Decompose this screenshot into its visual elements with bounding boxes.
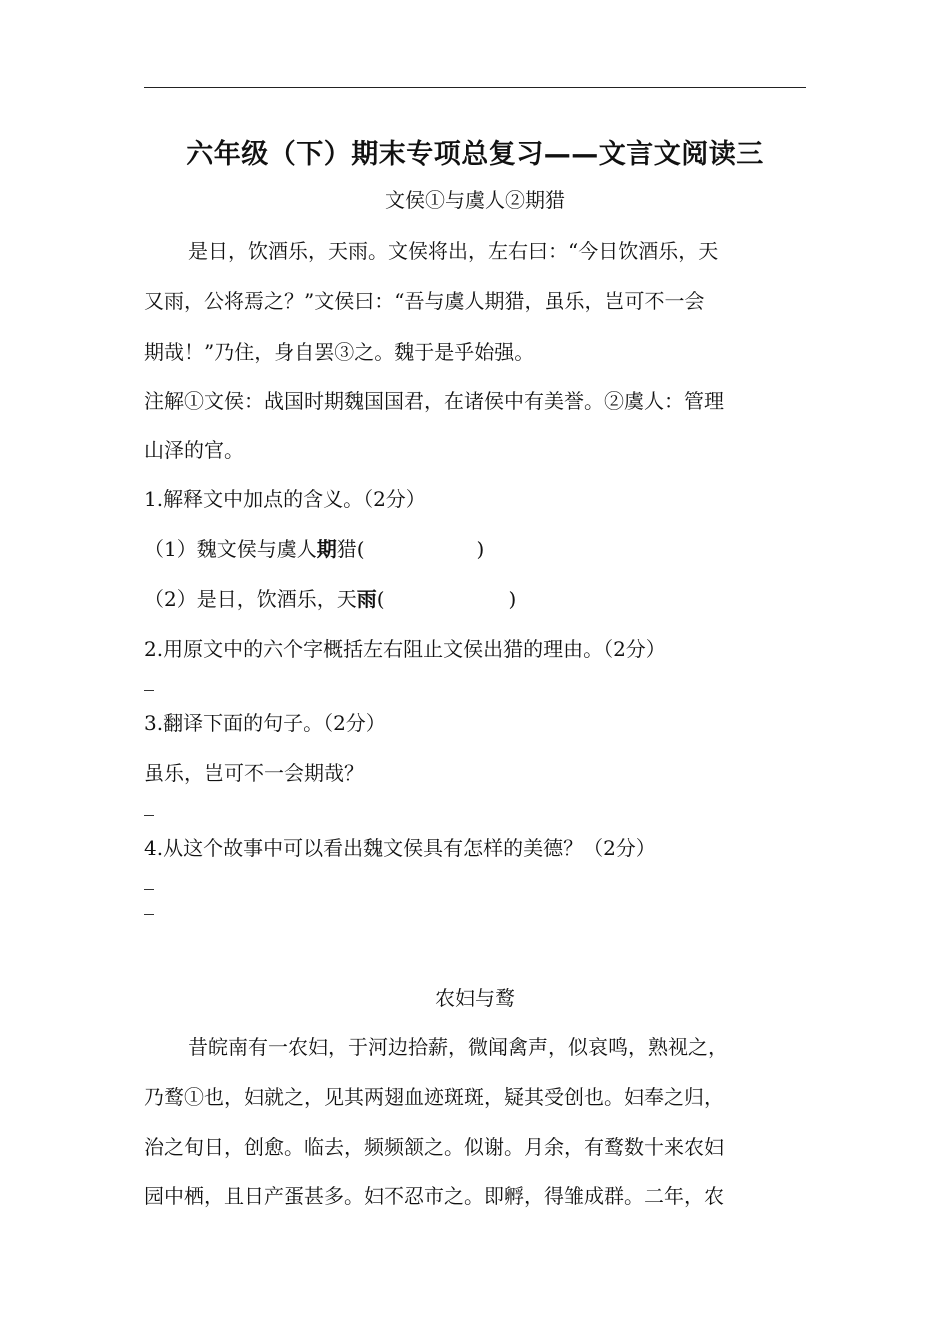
answer-line[interactable] — [144, 914, 154, 915]
passage1-heading: 文侯①与虞人②期猎 — [385, 188, 565, 212]
question-3: 3.翻译下面的句子。（2分） — [144, 711, 386, 735]
question-1: 1.解释文中加点的含义。（2分） — [144, 487, 426, 511]
passage2-heading: 农妇与鹜 — [435, 986, 515, 1010]
question-1-2-close: ) — [508, 587, 517, 611]
passage1-line: 期哉！”乃住，身自罢③之。魏于是乎始强。 — [144, 340, 535, 364]
question-2: 2.用原文中的六个字概括左右阻止文侯出猎的理由。（2分） — [144, 637, 666, 661]
passage1-line: 又雨，公将焉之？”文侯曰：“吾与虞人期猎，虽乐，岂可不一会 — [144, 289, 705, 313]
passage2-line: 昔皖南有一农妇，于河边拾薪，微闻禽声，似哀鸣，熟视之， — [188, 1035, 728, 1059]
question-4: 4.从这个故事中可以看出魏文侯具有怎样的美德？（2分） — [144, 836, 656, 860]
passage1-note: 山泽的官。 — [144, 438, 244, 462]
answer-line[interactable] — [144, 690, 154, 691]
question-1-1 — [144, 536, 806, 562]
question-1-2-suffix: ( — [376, 587, 385, 611]
question-1-1-word: 期 — [316, 537, 337, 561]
page-title: 六年级（下）期末专项总复习——文言文阅读三 — [186, 139, 764, 170]
passage1-line: 是日，饮酒乐，天雨。文侯将出，左右曰：“今日饮酒乐，天 — [188, 239, 719, 263]
question-3-sentence: 虽乐，岂可不一会期哉？ — [144, 761, 364, 785]
passage2-line: 治之旬日，创愈。临去，频频颔之。似谢。月余，有鹜数十来农妇 — [144, 1135, 724, 1159]
passage1-note: 注解①文侯：战国时期魏国国君，在诸侯中有美誉。②虞人：管理 — [144, 389, 724, 413]
question-1-2-word: 雨 — [356, 587, 377, 611]
passage2-line: 乃鹜①也，妇就之，见其两翅血迹斑斑，疑其受创也。妇奉之归， — [144, 1085, 724, 1109]
question-1-1-prefix: （1）魏文侯与虞人 — [144, 537, 317, 561]
passage2-line: 园中栖，且日产蛋甚多。妇不忍市之。即孵，得雏成群。二年，农 — [144, 1184, 724, 1208]
header-rule — [144, 87, 806, 88]
question-1-1-suffix: 猎( — [336, 537, 365, 561]
question-1-2 — [144, 586, 806, 612]
answer-line[interactable] — [144, 815, 154, 816]
question-1-2-prefix: （2）是日，饮酒乐，天 — [144, 587, 357, 611]
question-1-1-close: ) — [476, 537, 485, 561]
answer-line[interactable] — [144, 889, 154, 890]
